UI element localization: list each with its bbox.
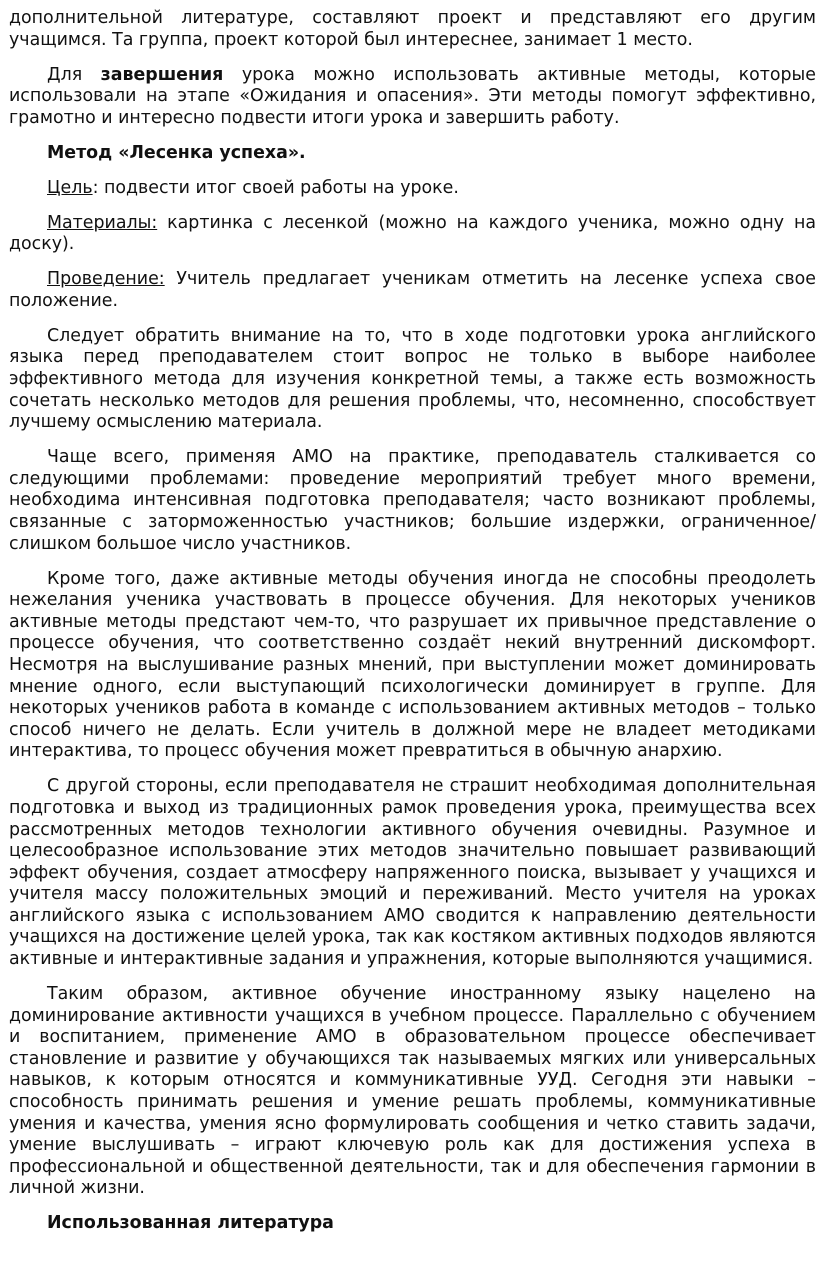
document-body: [9, 8, 816, 1248]
paragraph-continuation: дополнительной литературе, составляют проект и представляют его другим учащимся. Та группа, проект которой был интереснее, занимает 1 место.: [9, 8, 816, 50]
paragraph-text: Для: [47, 64, 101, 85]
paragraph-limitations: Кроме того, даже активные методы обучения иногда не способны преодолеть нежелания ученика участвовать в процессе обучения. Для некоторых учеников активные методы предстают чем-то, что разрушает их привычное представление о процессе обучения, что соответственно создаёт некий внутренний дискомфорт. Несмотря на выслушивание разных мнений, при выступлении может доминировать мнение одного, если выступающий психологически доминирует в группе. Для некоторых учеников работа в команде с использованием активных методов – только способ ничего не делать. Если учитель в должной мере не владеет методиками интерактива, то процесс обучения может превратиться в обычную анархию.: [9, 568, 816, 762]
underlined-label: Материалы:: [47, 212, 158, 233]
bold-term: завершения: [100, 64, 224, 85]
paragraph-text: картинка с лесенкой (можно на каждого ученика, можно одну на доску).: [9, 212, 816, 255]
underlined-label: Цель: [47, 177, 93, 198]
paragraph-conclusion: Таким образом, активное обучение иностранному языку нацелено на доминирование активности учащихся в учебном процессе. Параллельно с обучением и воспитанием, применение АМО в образовательном процессе обеспечивает становление и развитие у обучающихся так называемых мягких или универсальных навыков, к которым относятся и коммуникативные УУД. Сегодня эти навыки – способность принимать решения и умение решать проблемы, коммуникативные умения и качества, умения ясно формулировать сообщения и четко ставить задачи, умение выслушивать – играют ключевую роль как для достижения успеха в профессиональной и общественной деятельности, так и для обеспечения гармонии в личной жизни.: [9, 984, 816, 1199]
paragraph-text: урока можно использовать активные методы, которые использовали на этапе «Ожидания и опасения». Эти методы помогут эффективно, грамотно и интересно подвести итоги урока и завершить работу.: [9, 64, 816, 128]
paragraph-advantages: С другой стороны, если преподавателя не страшит необходимая дополнительная подготовка и выход из традиционных рамок проведения урока, преимущества всех рассмотренных методов технологии активного обучения очевидны. Разумное и целесообразное использование этих методов значительно повышает развивающий эффект обучения, создает атмосферу напряженного поиска, вызывает у учащихся и учителя массу положительных эмоций и переживаний. Место учителя на уроках английского языка с использованием АМО сводится к направлению деятельности учащихся на достижение целей урока, так как костяком активных подходов являются активные и интерактивные задания и упражнения, которые выполняются учащимися.: [9, 776, 816, 970]
paragraph-problems: Чаще всего, применяя АМО на практике, преподаватель сталкивается со следующими проблемами: проведение мероприятий требует много времени, необходима интенсивная подготовка преподавателя; часто возникают проблемы, связанные с заторможенностью участников; большие издержки, ограниченное/слишком большое число участников.: [9, 447, 816, 554]
paragraph-materials: [9, 213, 816, 256]
underlined-label: Проведение:: [47, 269, 165, 290]
paragraph-procedure: [9, 269, 816, 312]
paragraph-text: : подвести итог своей работы на уроке.: [92, 177, 459, 198]
section-heading-method: Метод «Лесенка успеха».: [47, 142, 306, 163]
paragraph-method-selection: Следует обратить внимание на то, что в ходе подготовки урока английского языка перед преподавателем стоит вопрос не только в выборе наиболее эффективного метода для изучения конкретной темы, а также есть возможность сочетать несколько методов для решения проблемы, что, несомненно, способствует лучшему осмыслению материала.: [9, 325, 816, 433]
section-heading-references: Использованная литература: [47, 1213, 334, 1234]
paragraph-lesson-completion: [9, 65, 816, 130]
paragraph-goal: [9, 178, 816, 200]
paragraph-text: Учитель предлагает ученикам отметить на лесенке успеха свое положение.: [9, 269, 816, 311]
